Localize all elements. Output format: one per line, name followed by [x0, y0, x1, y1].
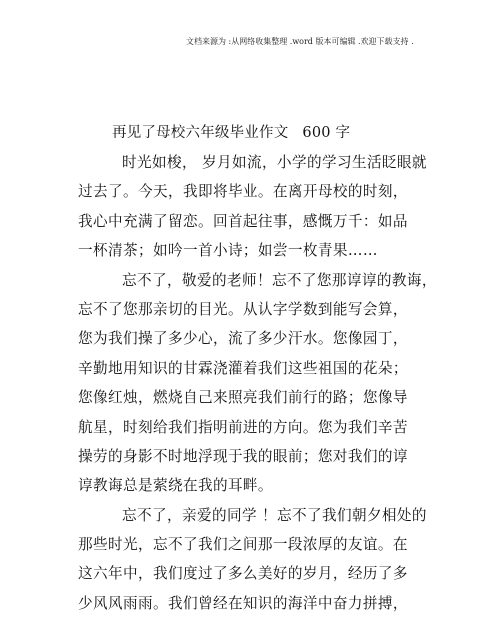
text-line: 忘不了您那亲切的目光。从认字学数到能写会算，: [78, 300, 408, 318]
text-line: 您像红烛，燃烧自己来照亮我们前行的路；您像导: [78, 389, 408, 407]
essay-body: [78, 148, 437, 618]
title-text: 再见了母校六年级毕业作文: [112, 125, 289, 141]
text-line: 航星，时刻给我们指明前进的方向。您为我们辛苦: [78, 418, 408, 436]
text-line: 辛勤地用知识的甘霖浇灌着我们这些祖国的花朵；: [78, 359, 408, 377]
text-line: 谆教诲总是萦绕在我的耳畔。: [78, 477, 273, 495]
text-line: 您为我们操了多少心，流了多少汗水。您像园丁，: [78, 330, 408, 348]
text-line: 少风风雨雨。我们曾经在知识的海洋中奋力拼搏，: [78, 594, 408, 612]
word-count: 600 字: [302, 125, 351, 141]
text-line: 这六年中，我们度过了多么美好的岁月，经历了多: [78, 565, 408, 583]
header-note: 文档来源为 :从网络收集整理 .word 版本可编辑 .欢迎下载支持 .: [186, 37, 414, 46]
text-line: 一杯清茶；如吟一首小诗；如尝一枚青果……: [78, 242, 378, 260]
text-line: 过去了。今天，我即将毕业。在离开母校的时刻，: [78, 183, 408, 201]
text-line: 我心中充满了留恋。回首起往事，感慨万千：如品: [78, 212, 408, 230]
text-line: 时光如梭， 岁月如流，小学的学习生活眨眼就: [122, 154, 427, 171]
document-title: [112, 124, 350, 142]
text-line: 忘不了，亲爱的同学 ！忘不了我们朝夕相处的: [122, 506, 427, 524]
text-line: 那些时光，忘不了我们之间那一段浓厚的友谊。在: [78, 536, 408, 554]
text-line: 忘不了，敬爱的老师！忘不了您那谆谆的教诲，: [122, 271, 437, 289]
text-line: 操劳的身影不时地浮现于我的眼前；您对我们的谆: [78, 447, 408, 465]
